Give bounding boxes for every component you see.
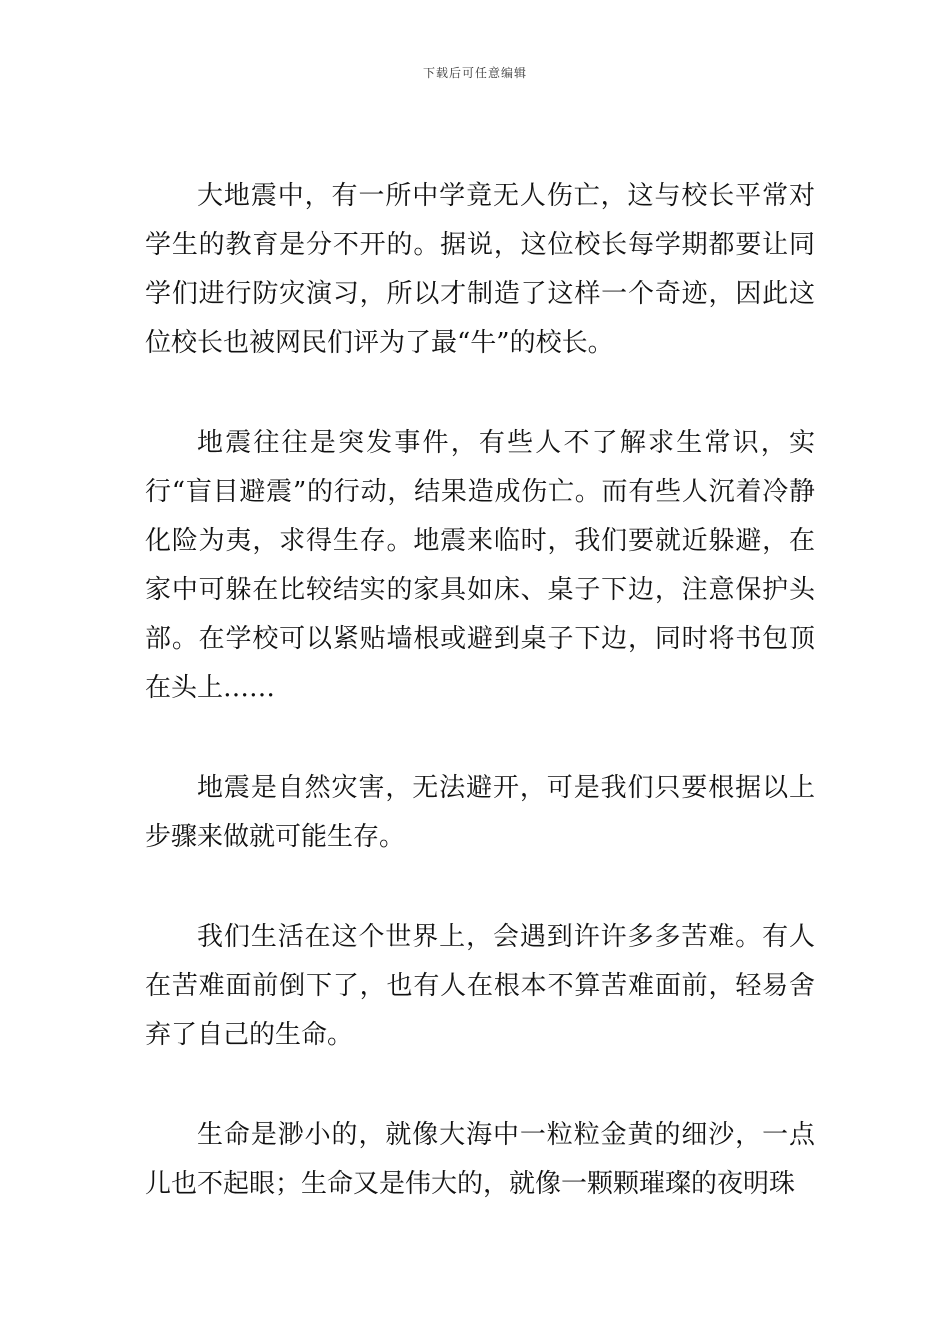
- paragraph-life: 生命是渺小的，就像大海中一粒粒金黄的细沙，一点儿也不起眼；生命又是伟大的，就像一颗颗璀璨的夜明珠: [145, 1120, 815, 1199]
- paragraph-hardship: 我们生活在这个世界上，会遇到许许多多苦难。有人在苦难面前倒下了，也有人在根本不算苦难面前，轻易舍弃了自己的生命。: [145, 922, 815, 1050]
- document-body: [145, 172, 815, 1260]
- paragraph-earthquake-survival-tips: 地震往往是突发事件，有些人不了解求生常识，实行“盲目避震”的行动，结果造成伤亡。而有些人沉着冷静化险为夷，求得生存。地震来临时，我们要就近躲避，在家中可躲在比较结实的家具如床、桌子下边，注意保护头部。在学校可以紧贴墙根或避到桌子下边，同时将书包顶在头上……: [145, 428, 815, 703]
- paragraph-natural-disaster: 地震是自然灾害，无法避开，可是我们只要根据以上步骤来做就可能生存。: [145, 773, 815, 852]
- paragraph-earthquake-school: 大地震中，有一所中学竟无人伤亡，这与校长平常对学生的教育是分不开的。据说，这位校长每学期都要让同学们进行防灾演习，所以才制造了这样一个奇迹，因此这位校长也被网民们评为了最“牛”的校长。: [145, 181, 815, 358]
- page-header-note: 下载后可任意编辑: [422, 66, 527, 80]
